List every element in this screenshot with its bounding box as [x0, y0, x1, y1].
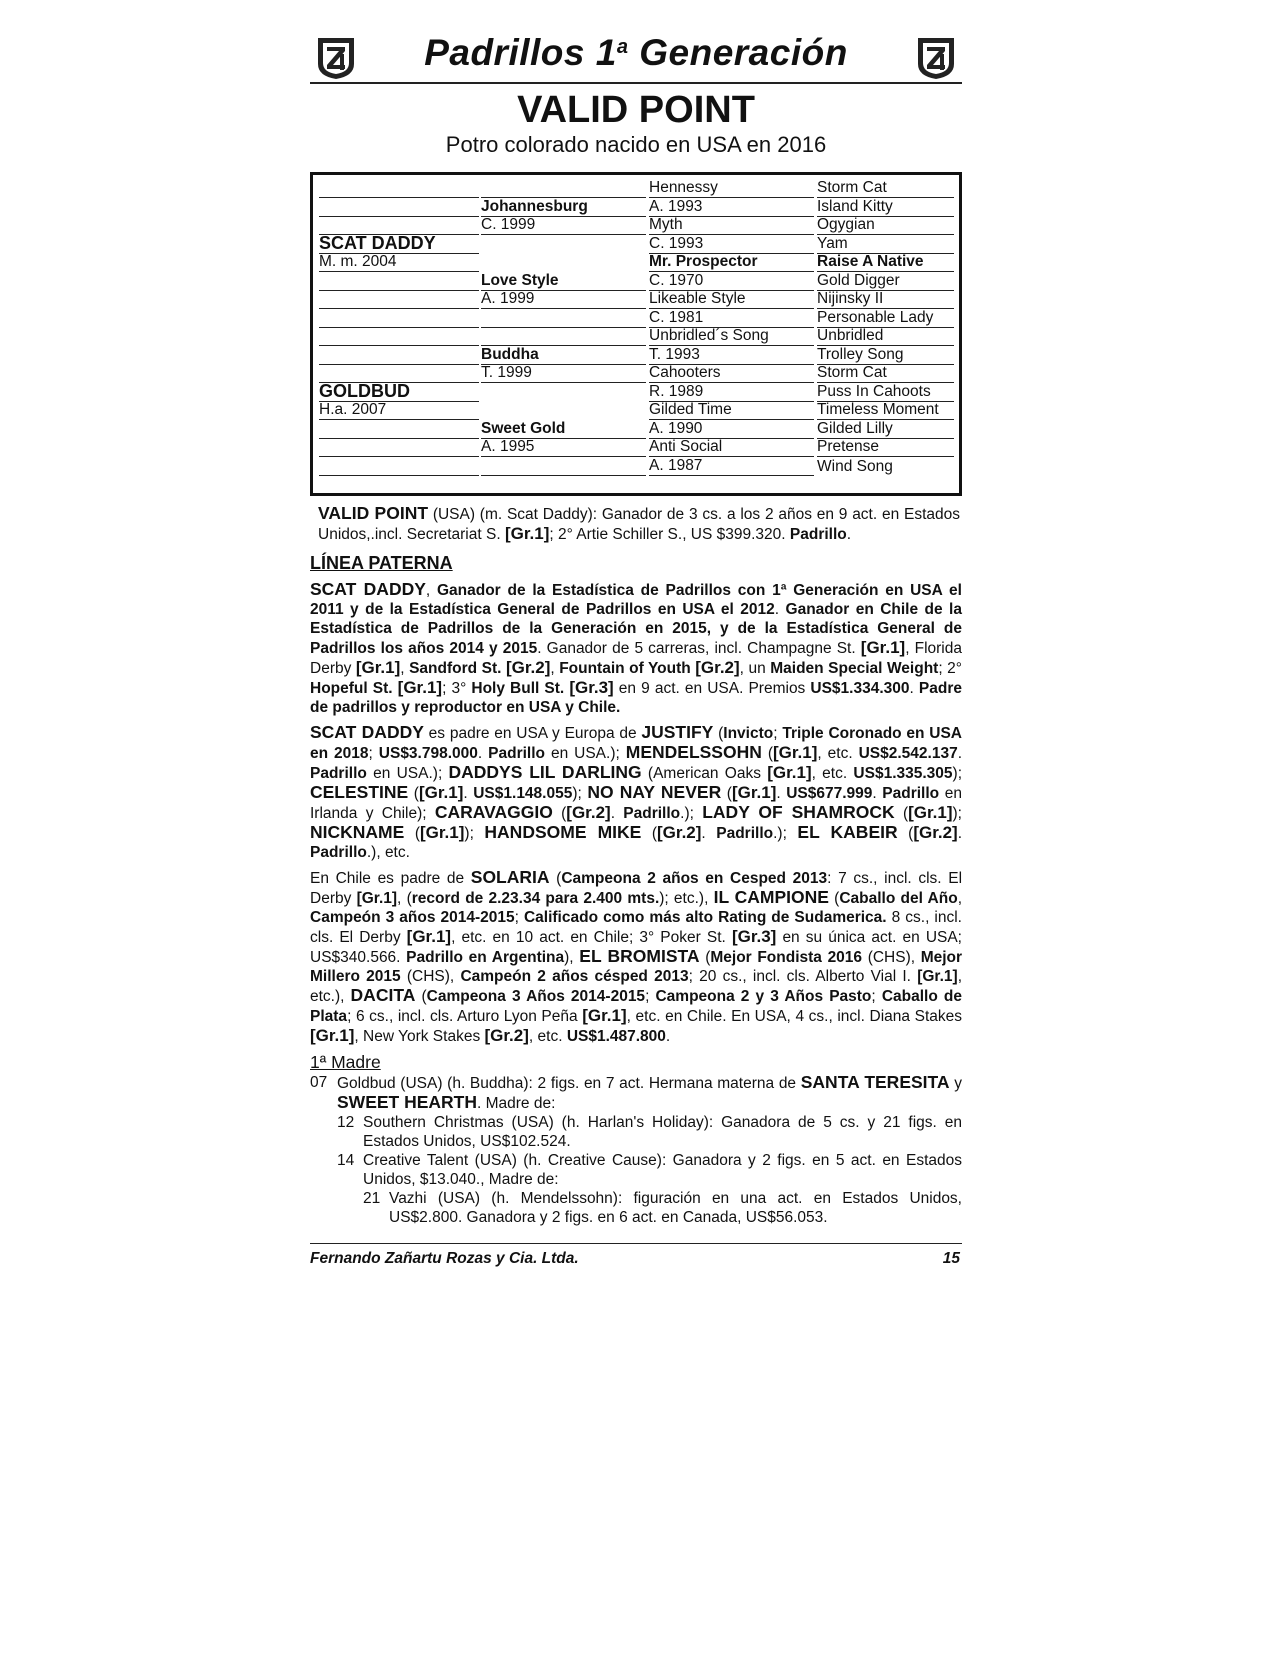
pedigree-row: [319, 253, 949, 272]
pedigree-cell: [319, 271, 479, 291]
pedigree-row: [319, 290, 949, 309]
pedigree-cell: Timeless Moment: [817, 400, 954, 420]
pedigree-row: [319, 272, 949, 291]
pedigree-row: [319, 232, 949, 254]
pedigree-cell: [319, 456, 479, 476]
pedigree-cell: [481, 253, 646, 272]
paragraph-scat-daddy-2: SCAT DADDY es padre en USA y Europa de JUSTIFY (Invicto; Triple Coronado en USA en 2018; US$3.798.000. Padrillo en USA.); MENDELSSOHN ([Gr.1], etc. US$2.542.137. Padrillo en USA.); DADDYS LIL DARLING (American Oaks [Gr.1], etc. US$1.335.305); CELESTINE ([Gr.1]. US$1.148.055); NO NAY NEVER ([Gr.1]. US$677.999. Padrillo en Irlanda y Chile); CARAVAGGIO ([Gr.2]. Padrillo.); LADY OF SHAMROCK ([Gr.1]); NICKNAME ([Gr.1]); HANDSOME MIKE ([Gr.2]. Padrillo.); EL KABEIR ([Gr.2]. Padrillo.), etc.: [310, 722, 963, 861]
pedigree-row: [319, 179, 949, 198]
pedigree-cell: GOLDBUD: [319, 382, 479, 402]
pedigree-cell: A. 1995: [481, 437, 646, 457]
pedigree-cell: [481, 326, 646, 346]
horse-name: VALID POINT: [517, 89, 755, 131]
pedigree-cell: A. 1987: [649, 456, 814, 476]
pedigree-row: [319, 364, 949, 383]
pedigree-cell: [481, 308, 646, 328]
pedigree-row: [319, 380, 949, 402]
pedigree-cell: Yam: [817, 234, 954, 254]
pedigree-cell: Mr. Prospector: [649, 252, 814, 272]
pedigree-cell: Love Style: [481, 271, 646, 291]
pedigree-cell: [319, 197, 479, 217]
pedigree-cell: C. 1993: [649, 234, 814, 254]
pedigree-cell: Storm Cat: [817, 363, 954, 383]
pedigree-row: [319, 457, 949, 476]
zr-shield-logo-icon: [914, 34, 958, 80]
produce-entry-vazhi: 21 Vazhi (USA) (h. Mendelssohn): figuración en una act. en Estados Unidos, US$2.800. Ganadora y 2 figs. en 6 act. en Canada, US$56.053.: [363, 1190, 962, 1226]
pedigree-cell: [319, 289, 479, 309]
pedigree-cell: T. 1993: [649, 345, 814, 365]
pedigree-cell: C. 1970: [649, 271, 814, 291]
produce-entry-creative-talent: 14 Creative Talent (USA) (h. Creative Cause): Ganadora y 2 figs. en 5 act. en Estados Unidos, $13.040., Madre de:: [337, 1152, 962, 1188]
document-page: [310, 30, 962, 1227]
pedigree-cell: [319, 178, 479, 198]
pedigree-cell: C. 1981: [649, 308, 814, 328]
pedigree-cell: Sweet Gold: [481, 419, 646, 439]
pedigree-row: [319, 346, 949, 365]
pedigree-cell: H.a. 2007: [319, 400, 479, 420]
pedigree-cell: [481, 235, 646, 254]
pedigree-cell: M. m. 2004: [319, 252, 479, 272]
pedigree-cell: Unbridled: [817, 326, 954, 346]
pedigree-cell: [319, 345, 479, 365]
page-header: [310, 30, 962, 84]
pedigree-cell: Puss In Cahoots: [817, 382, 954, 402]
pedigree-row: [319, 327, 949, 346]
header-title: Padrillos 1$^a$ Generación: [424, 32, 848, 73]
paragraph-chile: En Chile es padre de SOLARIA (Campeona 2 años en Cesped 2013: 7 cs., incl. cls. El Derby [Gr.1], (record de 2.23.34 para 2.400 mts.); etc.), IL CAMPIONE (Caballo del Año, Campeón 3 años 2014-2015; Calificado como más alto Rating de Sudamerica. 8 cs., incl. cls. El Derby [Gr.1], etc. en 10 act. en Chile; 3° Poker St. [Gr.3] en su única act. en USA; US$340.566. Padrillo en Argentina), EL BROMISTA (Mejor Fondista 2016 (CHS), Mejor Millero 2015 (CHS), Campeón 2 años césped 2013; 20 cs., incl. cls. Alberto Vial I. [Gr.1], etc.), DACITA (Campeona 3 Años 2014-2015; Campeona 2 y 3 Años Pasto; Caballo de Plata; 6 cs., incl. cls. Arturo Lyon Peña [Gr.1], etc. en Chile. En USA, 4 cs., incl. Diana Stakes [Gr.1], New York Stakes [Gr.2], etc. US$1.487.800.: [310, 867, 963, 1045]
pedigree-cell: [319, 215, 479, 235]
pedigree-cell: R. 1989: [649, 382, 814, 402]
section-title-linea-paterna: LÍNEA PATERNA: [310, 553, 453, 573]
intro-paragraph: VALID POINT (USA) (m. Scat Daddy): Ganador de 3 cs. a los 2 años en 9 act. en Estados Unidos,.incl. Secretariat S. [Gr.1]; 2° Artie Schiller S., US $399.320. Padrillo.: [318, 503, 960, 543]
footer-company: Fernando Zañartu Rozas y Cia. Ltda.: [310, 1250, 579, 1267]
pedigree-cell: Personable Lady: [817, 308, 954, 328]
pedigree-cell: C. 1999: [481, 215, 646, 235]
pedigree-cell: Gilded Time: [649, 400, 814, 420]
pedigree-cell: SCAT DADDY: [319, 234, 479, 254]
pedigree-cell: T. 1999: [481, 363, 646, 383]
pedigree-cell: A. 1990: [649, 419, 814, 439]
pedigree-cell: Storm Cat: [817, 178, 954, 198]
pedigree-cell: Myth: [649, 215, 814, 235]
produce-entry-southern-christmas: 12 Southern Christmas (USA) (h. Harlan's Holiday): Ganadora de 5 cs. y 21 figs. en Estados Unidos, US$102.524.: [337, 1114, 962, 1150]
pedigree-row: [319, 198, 949, 217]
section-title-first-mother: 1ª Madre: [310, 1052, 381, 1072]
pedigree-cell: [319, 326, 479, 346]
pedigree-cell: Gold Digger: [817, 271, 954, 291]
pedigree-cell: Anti Social: [649, 437, 814, 457]
pedigree-cell: [319, 308, 479, 328]
pedigree-cell: A. 1999: [481, 289, 646, 309]
pedigree-cell: Gilded Lilly: [817, 419, 954, 439]
pedigree-cell: [319, 437, 479, 457]
pedigree-cell: Wind Song: [817, 457, 893, 475]
pedigree-row: [319, 401, 949, 420]
pedigree-cell: Raise A Native: [817, 252, 954, 272]
pedigree-cell: Johannesburg: [481, 197, 646, 217]
page-footer: [310, 1243, 962, 1268]
page-number: 15: [942, 1250, 960, 1267]
pedigree-cell: [481, 456, 646, 476]
pedigree-row: [319, 420, 949, 439]
pedigree-cell: Buddha: [481, 345, 646, 365]
paragraph-scat-daddy-1: SCAT DADDY, Ganador de la Estadística de Padrillos con 1ª Generación en USA el 2011 y de la Estadística General de Padrillos en USA el 2012. Ganador en Chile de la Estadística de Padrillos de la Generación en 2015, y de la Estadística General de Padrillos los años 2014 y 2015. Ganador de 5 carreras, incl. Champagne St. [Gr.1], Florida Derby [Gr.1], Sandford St. [Gr.2], Fountain of Youth [Gr.2], un Maiden Special Weight; 2° Hopeful St. [Gr.1]; 3° Holy Bull St. [Gr.3] en 9 act. en USA. Premios US$1.334.300. Padre de padrillos y reproductor en USA y Chile.: [310, 579, 962, 716]
pedigree-row: [319, 438, 949, 457]
pedigree-table: [310, 172, 962, 496]
pedigree-cell: [481, 401, 646, 420]
pedigree-cell: Island Kitty: [817, 197, 954, 217]
pedigree-row: [319, 309, 949, 328]
pedigree-cell: [481, 383, 646, 402]
pedigree-cell: Nijinsky II: [817, 289, 954, 309]
pedigree-cell: Cahooters: [649, 363, 814, 383]
pedigree-cell: Trolley Song: [817, 345, 954, 365]
pedigree-cell: A. 1993: [649, 197, 814, 217]
horse-description: Potro colorado nacido en USA en 2016: [445, 132, 827, 157]
pedigree-cell: Ogygian: [817, 215, 954, 235]
pedigree-cell: Likeable Style: [649, 289, 814, 309]
pedigree-cell: [481, 178, 646, 198]
pedigree-cell: [319, 363, 479, 383]
pedigree-cell: Unbridled´s Song: [649, 326, 814, 346]
mother-entry-goldbud: 07 Goldbud (USA) (h. Buddha): 2 figs. en 7 act. Hermana materna de SANTA TERESITA y SWEET HEARTH. Madre de:: [310, 1072, 962, 1112]
pedigree-cell: [319, 419, 479, 439]
pedigree-cell: Hennessy: [649, 178, 814, 198]
pedigree-cell: Pretense: [817, 437, 954, 457]
